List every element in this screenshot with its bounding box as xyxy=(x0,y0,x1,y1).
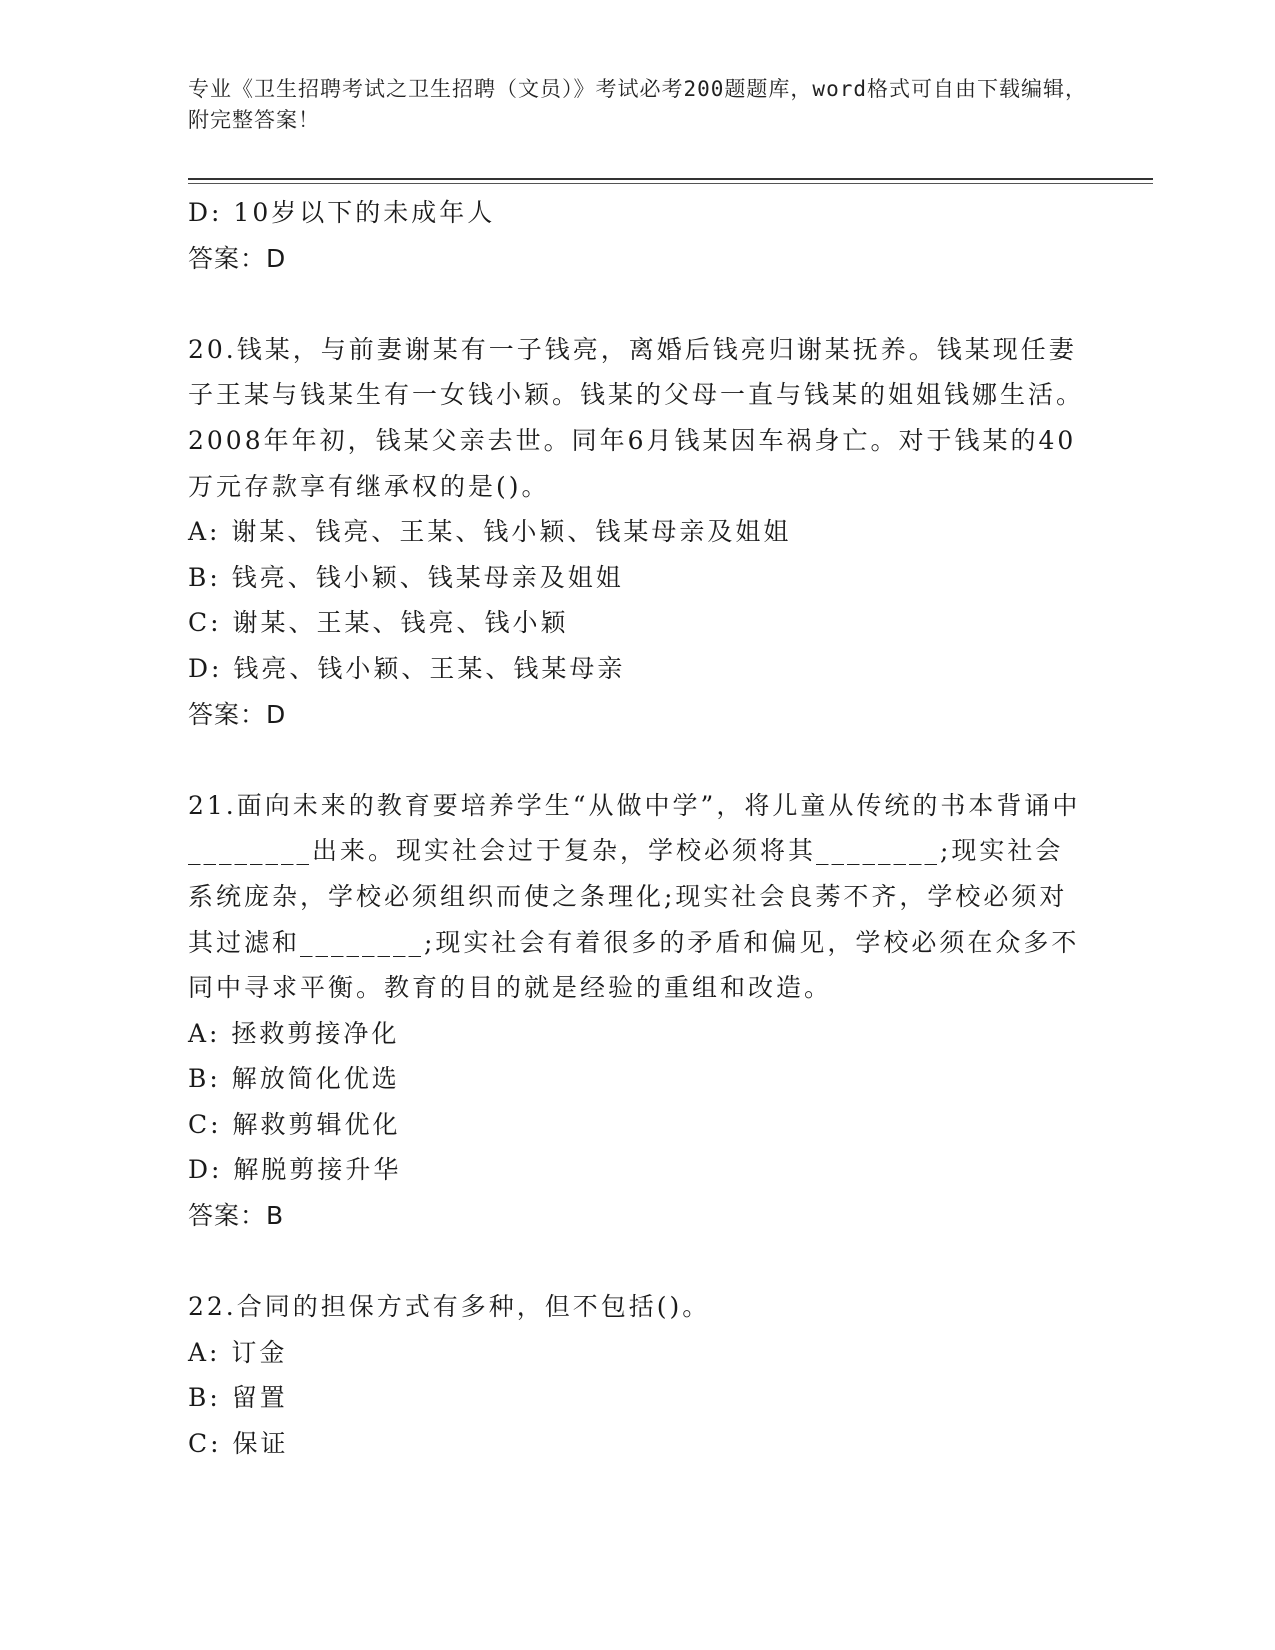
prev-answer: 答案：D xyxy=(188,243,287,273)
option-a: A: 订金 xyxy=(188,1337,288,1367)
option-d: D: 钱亮、钱小颖、王某、钱某母亲 xyxy=(188,653,626,683)
header-divider-thin xyxy=(188,183,1153,184)
option-c: C: 保证 xyxy=(188,1429,289,1459)
spacer xyxy=(188,1239,1088,1285)
spacer xyxy=(188,737,1088,783)
option-a: A: 拯救剪接净化 xyxy=(188,1018,400,1048)
question-stem: 22.合同的担保方式有多种，但不包括()。 xyxy=(188,1292,711,1322)
option-c: C: 解救剪辑优化 xyxy=(188,1109,401,1139)
option-d: D: 解脱剪接升华 xyxy=(188,1155,402,1185)
question-answer: 答案：D xyxy=(188,699,287,729)
document-header: 专业《卫生招聘考试之卫生招聘（文员）》考试必考200题题库，word格式可自由下载编辑，附完整答案！ xyxy=(188,77,1087,132)
option-a: A: 谢某、钱亮、王某、钱小颖、钱某母亲及姐姐 xyxy=(188,517,792,547)
question-stem: 21.面向未来的教育要培养学生“从做中学”，将儿童从传统的书本背诵中________出来。现实社会过于复杂，学校必须将其________;现实社会系统庞杂，学校必须组织而使之条理化;现实社会良莠不齐，学校必须对其过滤和________;现实社会有着很多的矛盾和偏见，学校必须在众多不同中寻求平衡。教育的目的就是经验的重组和改造。 xyxy=(188,790,1081,1003)
option-b: B: 留置 xyxy=(188,1383,288,1413)
spacer xyxy=(188,281,1088,327)
option-b: B: 钱亮、钱小颖、钱某母亲及姐姐 xyxy=(188,562,624,592)
question-stem: 20.钱某，与前妻谢某有一子钱亮，离婚后钱亮归谢某抚养。钱某现任妻子王某与钱某生有一女钱小颖。钱某的父母一直与钱某的姐姐钱娜生活。2008年年初，钱某父亲去世。同年6月钱某因车祸身亡。对于钱某的40万元存款享有继承权的是()。 xyxy=(188,334,1085,501)
option-b: B: 解放简化优选 xyxy=(188,1064,400,1094)
question-list xyxy=(188,190,1088,1467)
header-divider-thick xyxy=(188,178,1153,180)
question-21 xyxy=(188,783,1088,1239)
prev-option-d: D: 10岁以下的未成年人 xyxy=(188,198,496,227)
question-answer: 答案：B xyxy=(188,1201,285,1231)
option-c: C: 谢某、王某、钱亮、钱小颖 xyxy=(188,608,569,638)
question-20 xyxy=(188,327,1088,737)
question-22 xyxy=(188,1284,1088,1466)
